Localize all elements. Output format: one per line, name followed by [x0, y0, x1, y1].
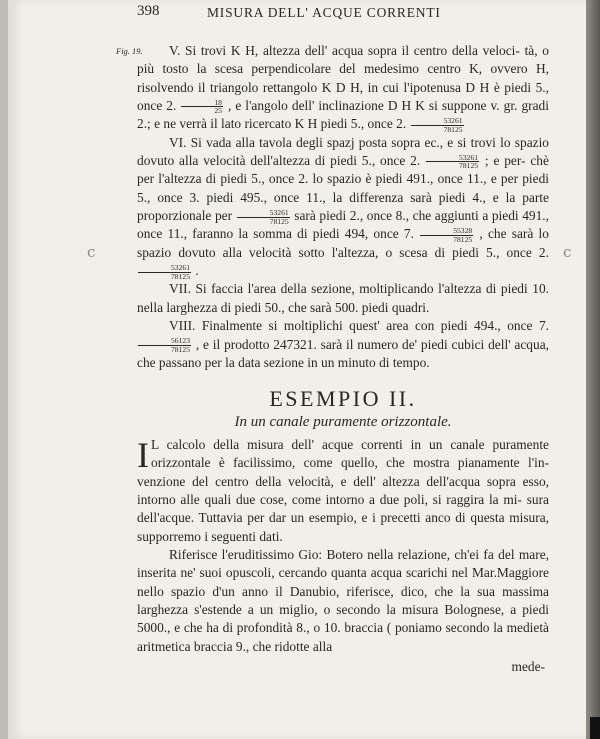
text-line: ; e per-: [484, 153, 526, 169]
fraction: [181, 99, 223, 115]
fraction: [138, 264, 191, 280]
text-line: a piedi 491., once 11., faranno la somma di piedi 494, once 7.: [137, 208, 550, 242]
page-number: 398: [137, 3, 160, 19]
text-line: mare, inserita ne' suoi opuscoli, cercando quanta acqua scarichi nel: [137, 546, 549, 581]
text-line: e per piedi 5., once 3. piedi 495., once 11., la differenza sarà piedi 4.,: [137, 171, 549, 205]
text-line: venzione del centro della velocità, e dell' altezza dell'acqua sopra esso,: [137, 473, 549, 489]
catchword: mede-: [511, 659, 545, 674]
drop-cap: I: [137, 434, 149, 475]
text-line: tà, o più tosto la scesa perpendicolare del medesimo centro K, ovvero: [137, 43, 549, 77]
section-heading: ESEMPIO II.: [269, 386, 417, 412]
fraction-denominator: 25: [214, 106, 222, 116]
fraction: [237, 209, 290, 225]
scan-corner-mark: [590, 717, 600, 739]
paragraph-esempio: [137, 436, 549, 546]
text-line: Bolognese, a piedi 5000., e che ha di profondità 8., o 10. braccia: [137, 601, 549, 636]
running-head: MISURA DELL' ACQUE CORRENTI: [207, 5, 441, 20]
fraction-numerator: 55328: [420, 227, 473, 236]
text-line: , e l'angolo dell' inclinazione D H K si suppone: [227, 98, 487, 114]
text-line: sarà piedi 2., once 8., che aggiunti: [294, 208, 479, 224]
fraction-numerator: 53261: [237, 209, 290, 218]
text-line: 10. nella larghezza di piedi 50., che sarà 500. piedi quadri.: [137, 281, 549, 315]
paragraph-botero: [137, 546, 549, 656]
text-line: chè per l'altezza di piedi 5., once 2. lo spazio è piedi 491., once 11.,: [137, 153, 549, 187]
page-body: [137, 42, 549, 676]
fraction-numerator: 53261: [138, 264, 191, 273]
fraction-numerator: 18: [181, 99, 223, 108]
text-line: Mar.Maggiore nello spazio d'un anno il Danubio, riferisce, dico, che: [137, 565, 549, 599]
right-margin-mark: c: [563, 243, 572, 261]
fraction-denominator: 78125: [171, 271, 190, 281]
text-line: H, risolvendo il triangolo rettangolo K D H, in cui l'ipotenusa D H: [137, 61, 549, 95]
text-line: la sua massima larghezza s'estende a un miglio, o secondo la misura: [137, 583, 549, 617]
fraction-denominator: 78125: [453, 234, 473, 244]
figure-reference: Fig. 19.: [116, 46, 143, 56]
text-line: e la parte proporzionale per: [137, 189, 549, 224]
fraction-denominator: 78125: [443, 124, 463, 134]
fraction: [138, 337, 191, 353]
text-line: VI. Si vada alla tavola degli spazj posta sopra ec., e si trovi lo: [169, 134, 511, 150]
text-line: ( poniamo secondo la medietà aritmetica braccia 9., che ridotte alla: [137, 620, 549, 654]
text-line: è piedi 5., once 2.: [137, 79, 549, 114]
paragraph-v: [137, 42, 549, 134]
text-line: VIII. Finalmente si moltiplichi quest' area con piedi 494., once 7.: [169, 318, 549, 334]
fraction-denominator: 78125: [269, 216, 289, 226]
fraction-numerator: 53261: [426, 154, 479, 163]
text-line: sura dell'acque. Tuttavia per dar un esempio, e i precetti anco di: [137, 491, 549, 526]
text-line: .: [195, 263, 199, 279]
text-line: intorno alle quali due cose, come intorno a due poli, si raggira la mi-: [137, 491, 522, 507]
text-line: L calcolo della misura dell' acque correnti in un canale puramente: [151, 436, 549, 452]
left-margin-mark: c: [87, 243, 96, 261]
text-line: orizzontale è facilissimo, come quello, che mostra pianamente l'in-: [151, 455, 549, 471]
paragraph-viii: [137, 317, 549, 372]
text-line: ,: [479, 226, 483, 242]
text-line: v. gr. gradi 2.; e ne verrà il lato ricercato K H piedi 5., once 2.: [137, 98, 549, 132]
section-subheading: In un canale puramente orizzontale.: [234, 413, 452, 430]
text-line: , e il prodotto 247321. sarà il numero de' piedi cubici dell' acqua,: [195, 336, 549, 352]
paragraph-vi: [137, 134, 549, 281]
facing-page-edge: [586, 0, 600, 739]
paragraph-vii: [137, 280, 549, 317]
fraction-denominator: 78125: [459, 161, 479, 171]
text-line: che sarà lo spazio dovuto alla velocità sotto l'altezza, o scesa di piedi: [137, 226, 549, 260]
text-line: che passano per la data sezione in un minuto di tempo.: [137, 354, 430, 370]
text-line: spazio dovuto alla velocità dell'altezza di piedi 5., once 2.: [137, 134, 549, 169]
fraction: [420, 227, 473, 243]
text-line: V. Si trovi K H, altezza dell' acqua sopra il centro della veloci-: [169, 43, 520, 58]
text-line: questa misura, supporremo i seguenti dati.: [137, 510, 549, 544]
fraction: [426, 154, 479, 170]
fraction-numerator: 56123: [138, 337, 191, 346]
fraction-denominator: 78125: [171, 344, 190, 354]
text-line: Riferisce l'eruditissimo Gio: Botero nella relazione, ch'ei fa del: [169, 546, 515, 562]
text-line: VII. Si faccia l'area della sezione, moltiplicando l'altezza di piedi: [169, 281, 528, 297]
fraction: [411, 117, 464, 133]
fraction-numerator: 53261: [411, 117, 464, 126]
text-line: 5., once 2.: [486, 244, 549, 260]
